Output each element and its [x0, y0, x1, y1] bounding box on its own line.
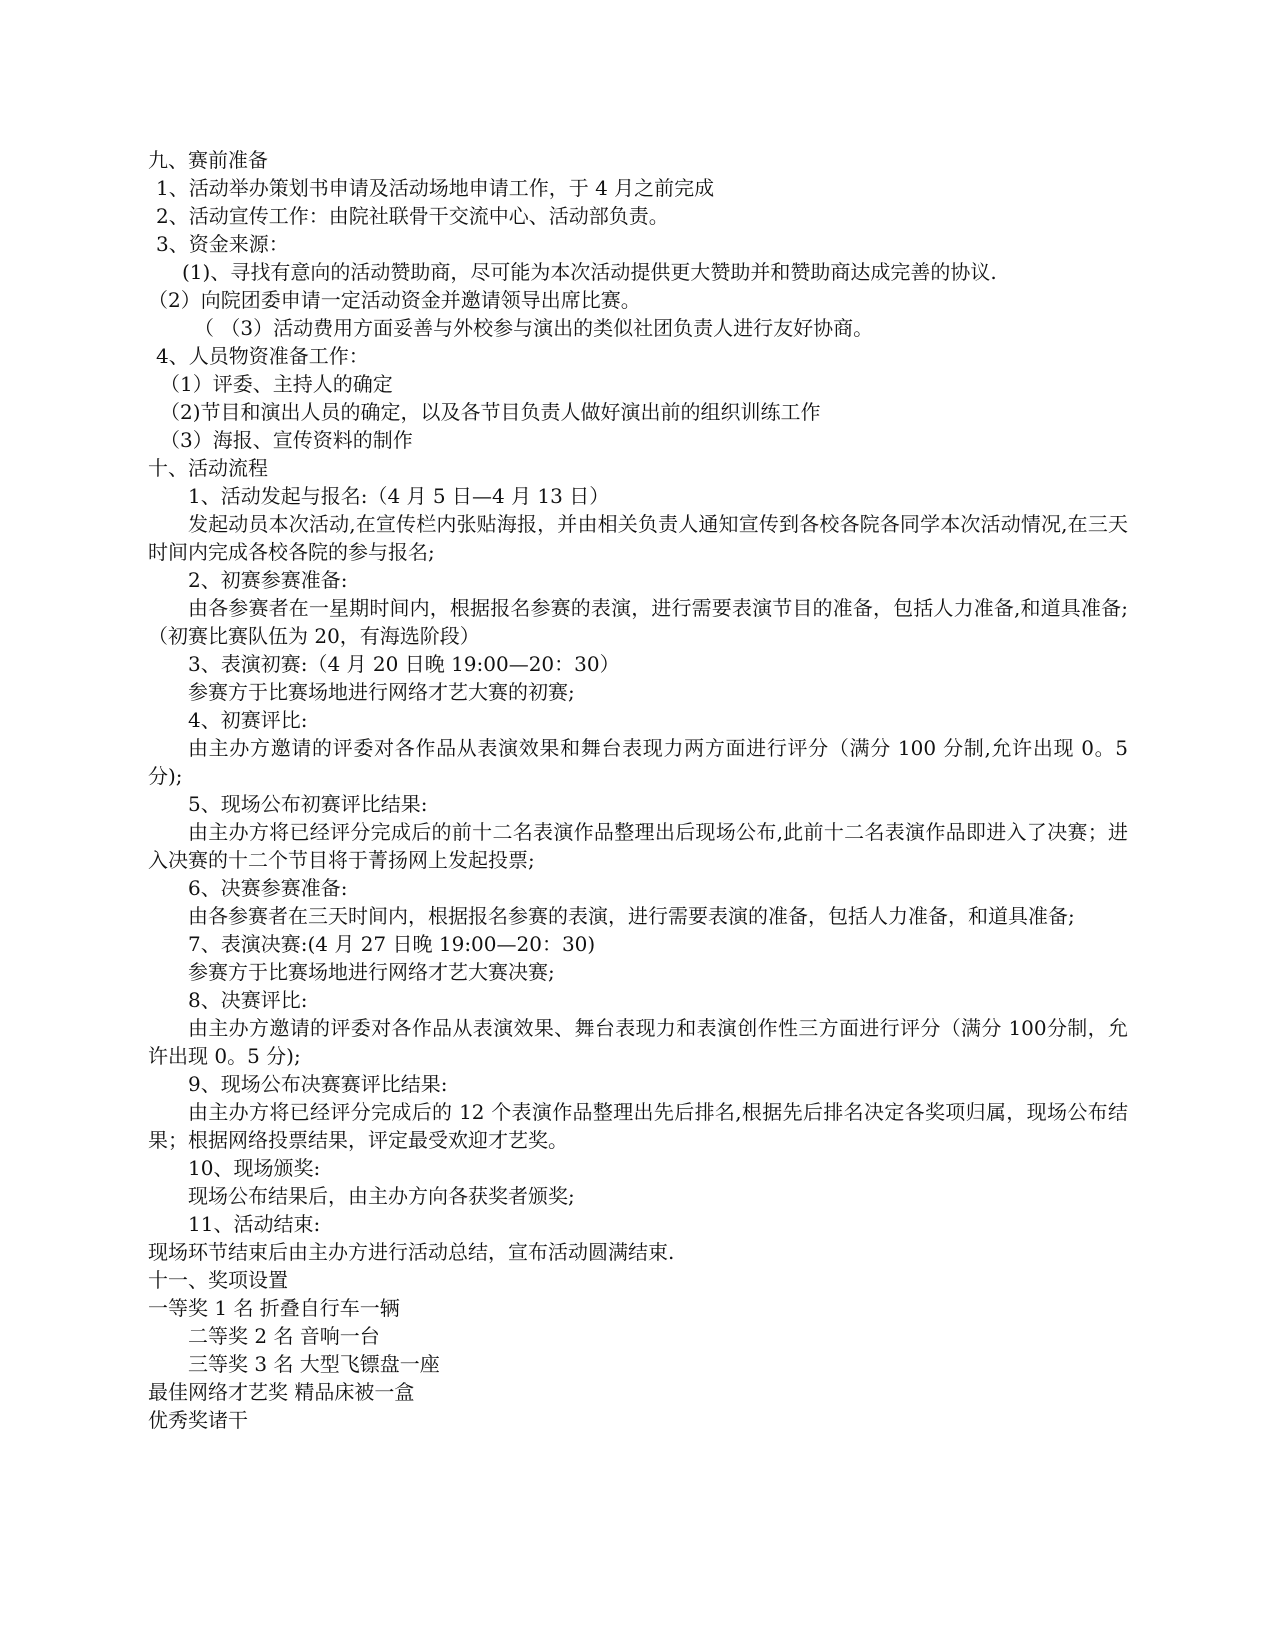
- step-heading: 11、活动结束:: [188, 1212, 321, 1236]
- step-body: 参赛方于比赛场地进行网络才艺大赛的初赛;: [188, 680, 575, 704]
- step-body: 参赛方于比赛场地进行网络才艺大赛决赛;: [188, 960, 555, 984]
- section-9-item-4-1: （1）评委、主持人的确定: [160, 372, 393, 396]
- step-body: 由主办方邀请的评委对各作品从表演效果和舞台表现力两方面进行评分（满分 100 分制,允许出现 0。5 分);: [148, 736, 1128, 788]
- step-body: 由各参赛者在三天时间内，根据报名参赛的表演，进行需要表演的准备，包括人力准备，和道具准备;: [188, 904, 1075, 928]
- step-body: 由主办方将已经评分完成后的 12 个表演作品整理出先后排名,根据先后排名决定各奖项归属，现场公布结果；根据网络投票结果，评定最受欢迎才艺奖。: [148, 1100, 1128, 1152]
- document-body: [148, 146, 1128, 1434]
- section-9-item-4: 4、人员物资准备工作：: [156, 344, 369, 368]
- section-9-item-3-2: （2）向院团委申请一定活动资金并邀请领导出席比赛。: [148, 288, 641, 312]
- award-item: 优秀奖诸干: [148, 1408, 248, 1432]
- step-heading: 7、表演决赛:(4 月 27 日晚 19:00—20：30): [188, 932, 596, 956]
- section-9-item-4-2: （2)节目和演出人员的确定，以及各节目负责人做好演出前的组织训练工作: [160, 400, 821, 424]
- step-heading: 8、决赛评比:: [188, 988, 308, 1012]
- step-heading: 6、决赛参赛准备:: [188, 876, 348, 900]
- award-item: 一等奖 1 名 折叠自行车一辆: [148, 1296, 400, 1320]
- step-body: 由各参赛者在一星期时间内，根据报名参赛的表演，进行需要表演节目的准备，包括人力准备,和道具准备;（初赛比赛队伍为 20，有海选阶段）: [148, 596, 1128, 648]
- section-9-item-3-3: （ （3）活动费用方面妥善与外校参与演出的类似社团负责人进行友好协商。: [194, 316, 874, 340]
- step-heading: 10、现场颁奖:: [188, 1156, 321, 1180]
- step-heading: 3、表演初赛:（4 月 20 日晚 19:00—20：30）: [188, 652, 620, 676]
- step-heading: 5、现场公布初赛评比结果:: [188, 792, 428, 816]
- section-10-title: 十、活动流程: [148, 456, 268, 480]
- section-9-item-2: 2、活动宣传工作：由院社联骨干交流中心、活动部负责。: [156, 204, 669, 228]
- section-9-item-4-3: （3）海报、宣传资料的制作: [160, 428, 413, 452]
- section-9-item-1: 1、活动举办策划书申请及活动场地申请工作，于 4 月之前完成: [156, 176, 715, 200]
- step-heading: 1、活动发起与报名:（4 月 5 日—4 月 13 日）: [188, 484, 610, 508]
- section-10-closing: 现场环节结束后由主办方进行活动总结，宣布活动圆满结束.: [148, 1240, 675, 1264]
- step-heading: 4、初赛评比:: [188, 708, 308, 732]
- section-9-title: 九、赛前准备: [148, 148, 268, 172]
- section-11-title: 十一、奖项设置: [148, 1268, 288, 1292]
- award-item: 最佳网络才艺奖 精品床被一盒: [148, 1380, 415, 1404]
- award-item: 二等奖 2 名 音响一台: [188, 1324, 380, 1348]
- step-heading: 9、现场公布决赛赛评比结果:: [188, 1072, 448, 1096]
- section-9-item-3: 3、资金来源：: [156, 232, 289, 256]
- step-body: 由主办方将已经评分完成后的前十二名表演作品整理出后现场公布,此前十二名表演作品即进入了决赛；进入决赛的十二个节目将于菁扬网上发起投票;: [148, 820, 1128, 872]
- section-9-item-3-1: (1)、寻找有意向的活动赞助商，尽可能为本次活动提供更大赞助并和赞助商达成完善的协议.: [182, 260, 997, 284]
- step-body: 发起动员本次活动,在宣传栏内张贴海报，并由相关负责人通知宣传到各校各院各同学本次活动情况,在三天时间内完成各校各院的参与报名;: [148, 512, 1128, 564]
- award-item: 三等奖 3 名 大型飞镖盘一座: [188, 1352, 440, 1376]
- step-body: 由主办方邀请的评委对各作品从表演效果、舞台表现力和表演创作性三方面进行评分（满分 100分制，允许出现 0。5 分);: [148, 1016, 1128, 1068]
- step-body: 现场公布结果后，由主办方向各获奖者颁奖;: [188, 1184, 575, 1208]
- step-heading: 2、初赛参赛准备:: [188, 568, 348, 592]
